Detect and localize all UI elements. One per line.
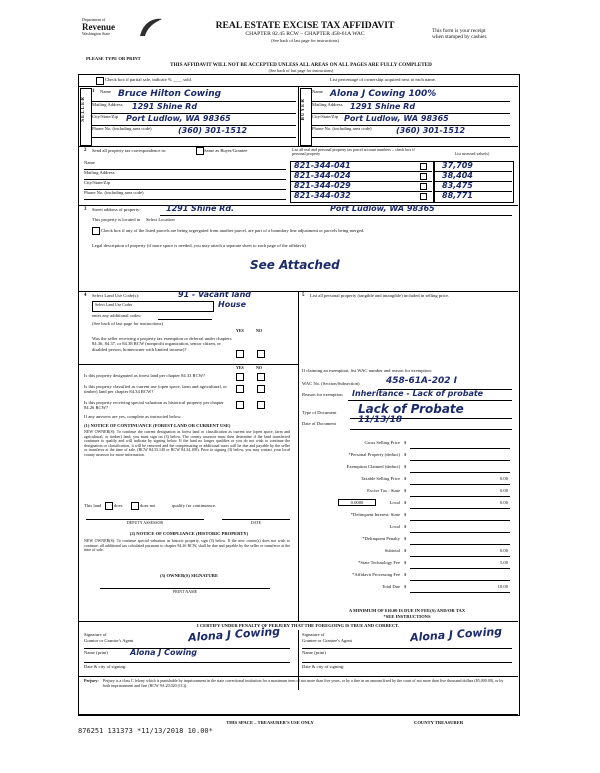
q2-yes-checkbox[interactable]	[236, 373, 244, 381]
doc-type-value: Lack of Probate	[358, 402, 464, 416]
dept-line3: Washington State	[82, 30, 111, 36]
land-use-placeholder: Select Land Use Codes	[95, 302, 133, 307]
seller-phone-label: Phone No. (including area code)	[92, 126, 152, 131]
street-address-label: Street address of property:	[92, 207, 141, 212]
wac-label: WAC No. (Section/Subsection)	[302, 381, 360, 386]
corr-city-label: City/State/Zip	[84, 180, 111, 185]
doc-type-label: Type of Document	[302, 410, 337, 415]
reason-value: Inheritance - Lack of probate	[352, 389, 484, 398]
perjury-body: Perjury is a class C felony which is punishable by imprisonment in the state correctional institution for a maximum term of not more than five years, or by a fine in an amount fixed by the court of not more than five thousand dollars ($5,000.00), or by both imprisonment and fine (RCW 9A.20.020 (1C)).	[103, 678, 504, 688]
land-use-label: Select Land Use Code(s):	[92, 293, 140, 298]
form-subtitle: CHAPTER 82.45 RCW – CHAPTER 458-61A WAC	[245, 31, 365, 37]
parcel-number-2: 821-344-024	[294, 171, 351, 180]
tax-row-label: Taxable Selling Price	[360, 476, 400, 481]
buyer-vert-label: BUYER	[301, 98, 306, 121]
dept-line1: Department of	[82, 17, 106, 22]
tax-row-value: 0.00	[499, 476, 508, 481]
warning-text: THIS AFFIDAVIT WILL NOT BE ACCEPTED UNLESS ALL AREAS ON ALL PAGES ARE FULLY COMPLETED	[170, 62, 432, 68]
sig-left-sub: Grantor or Grantor's Agent	[84, 638, 134, 643]
q4-yes-checkbox[interactable]	[236, 401, 244, 409]
parcel-personal-checkbox-2[interactable]	[420, 173, 427, 180]
does-not-checkbox[interactable]	[131, 502, 139, 510]
q1-no-checkbox[interactable]	[257, 350, 265, 358]
located-in-label: This property is located in	[92, 217, 141, 222]
no-header-2: NO	[256, 365, 262, 370]
wac-value: 458-61A-202 I	[386, 376, 458, 386]
county-treasurer-label: COUNTY TREASURER	[414, 720, 464, 725]
no-header-1: NO	[256, 328, 262, 333]
tax-row-currency: $	[404, 512, 407, 517]
buyer-mail-value: 1291 Shine Rd	[350, 102, 416, 111]
certification-title: I CERTIFY UNDER PENALTY OF PERJURY THAT THE FOREGOING IS TRUE AND CORRECT.	[196, 623, 400, 628]
located-in-value[interactable]: Select Location	[146, 217, 175, 222]
this-land-label: This land	[84, 503, 102, 508]
seller-phone-value: (360) 301-1512	[178, 126, 248, 135]
perjury-title: Perjury:	[84, 678, 99, 683]
tax-row-currency: $	[404, 500, 407, 505]
receipt-note-line1: This form is your receipt	[432, 28, 486, 34]
form-title: REAL ESTATE EXCISE TAX AFFIDAVIT	[215, 20, 395, 31]
tax-row-currency: $	[404, 536, 407, 541]
assessed-value-4: 88,771	[442, 191, 473, 200]
buyer-mail-label: Mailing Address	[312, 102, 343, 107]
buyer-name-label: Name	[312, 89, 323, 94]
print-note: PLEASE TYPE OR PRINT	[86, 56, 141, 61]
signature-grantee: Alona J Cowing	[409, 624, 503, 645]
notice-1-title: (1) NOTICE OF CONTINUANCE (FOREST LAND OR CURRENT USE)	[84, 423, 231, 428]
parcel-number-3: 821-344-029	[294, 181, 351, 190]
parcel-number-4: 821-344-032	[294, 191, 351, 200]
q2-no-checkbox[interactable]	[257, 373, 265, 381]
tax-row-label: Local	[389, 500, 400, 505]
seller-mail-label: Mailing Address	[92, 102, 123, 107]
legal-description-label: Legal description of property (if more space is needed, you may attach a separate sheet to each page of the affidavit)	[92, 243, 306, 248]
dor-logo	[82, 18, 142, 36]
qualify-label: qualify for continuance.	[172, 503, 217, 508]
tax-row-label: Subtotal	[384, 548, 400, 553]
sig-left-label: Signature of	[84, 632, 107, 637]
segregated-checkbox[interactable]	[92, 227, 100, 235]
receipt-note-line2: when stamped by cashier.	[432, 34, 488, 40]
assessed-header: List assessed value(s)	[454, 151, 490, 156]
date-city-right-label: Date & city of signing:	[302, 664, 345, 669]
yes-header-1: YES	[236, 328, 244, 333]
tax-row-label: *Delinquent Penalty	[362, 536, 400, 541]
partial-sale-label: Check box if partial sale, indicate % ____ sold.	[105, 77, 193, 82]
see-instructions-note: *SEE INSTRUCTIONS	[383, 614, 431, 619]
q3-no-checkbox[interactable]	[257, 385, 265, 393]
question-2: Is this property designated as forest land per chapter 84.33 RCW?	[84, 373, 206, 378]
receipt-note	[432, 28, 542, 40]
swoosh-icon	[138, 16, 164, 38]
question-3: Is this property classified as current use (open space, farm and agricultural, or timber) land per chapter 84.34 RCW?	[84, 384, 227, 395]
name-print-left-label: Name (print)	[84, 650, 108, 655]
parcel-personal-checkbox-1[interactable]	[420, 163, 427, 170]
tax-row-currency: $	[404, 524, 407, 529]
ownership-note: List percentage of ownership acquired next to each name.	[330, 77, 436, 82]
personal-property-label: List all personal property (tangible and intangible) included in selling price.	[310, 293, 450, 298]
signature-grantor: Alona J Cowing	[187, 624, 281, 645]
tax-row-value: 5.00	[499, 560, 508, 565]
tax-row-label: *State Technology Fee	[358, 560, 400, 565]
name-print-right-label: Name (print)	[302, 650, 326, 655]
if-any-note: If any answers are yes, complete as instructed below.	[84, 414, 182, 419]
corr-name-label: Name	[84, 160, 95, 165]
buyer-phone-value: (360) 301-1512	[396, 126, 466, 135]
sig-right-sub: Grantee or Grantee's Agent	[302, 638, 352, 643]
question-1: Was the seller receiving a property tax exemption or deferral under chapters 84.36, 84.37, or 84.38 RCW (nonprofit organization, senior citizen, or disabled person, homeowner with limited income)?	[92, 336, 232, 352]
date-city-left-label: Date & city of signing:	[84, 664, 127, 669]
name-print-left-value: Alona J Cowing	[130, 648, 197, 657]
tax-row-currency: $	[404, 488, 407, 493]
does-checkbox[interactable]	[105, 502, 113, 510]
corr-mail-label: Mailing Address	[84, 170, 115, 175]
assessed-value-2: 38,404	[442, 171, 473, 180]
buyer-city-label: City/State/Zip	[312, 114, 339, 119]
does-not-label: does not	[140, 503, 156, 508]
notice-2-body: NEW OWNER(S): To continue special valuation as historic property, sign (3) below. If the new owner(s) does not wish to continue, all additional tax calculated pursuant to chapter 84.26 RCW, shall be due and payable by the seller or transferor at the time of sale.	[84, 538, 290, 553]
doc-date-label: Date of Document	[302, 421, 336, 426]
corr-phone-label: Phone No. (including area code)	[84, 190, 144, 195]
tax-row-currency: $	[404, 560, 407, 565]
print-name-label: PRINT NAME	[172, 589, 198, 594]
dept-line2: Revenue	[82, 21, 115, 32]
deputy-date-label: DATE	[250, 520, 262, 525]
yes-header-2: YES	[236, 365, 244, 370]
parcel-personal-checkbox-3[interactable]	[420, 183, 427, 190]
assessed-value-1: 37,709	[442, 161, 473, 170]
tax-row-label: Exemption Claimed (deduct)	[346, 464, 400, 469]
legal-description-value: See Attached	[250, 258, 340, 272]
minimum-due-note: A MINIMUM OF $10.00 IS DUE IN FEE(S) AND/OR TAX	[348, 608, 466, 613]
tax-row-value: 0.00	[499, 488, 508, 493]
q4-no-checkbox[interactable]	[257, 401, 265, 409]
notice-1-body: NEW OWNER(S): To continue the current designation as forest land or classification as current use (open space, farm and agricultural, or timber) land, you must sign on (3) below. The county assessor must then determine if the land transferred continues to qualify and will indicate by signing below. If the land no longer qualifies or you do not wish to continue the designation or classification, it will be removed and the compensating or additional taxes will be due and payable by the seller or transferor at the time of sale. (RCW 84.33.140 or RCW 84.34.108). Prior to signing (3) below, you may contact your local county assessor for more information.	[84, 429, 290, 457]
street-address-value: 1291 Shine Rd.	[166, 204, 235, 213]
seller-vert-label: SELLER	[81, 96, 86, 122]
additional-codes-label: enter any additional codes:	[92, 313, 142, 318]
q1-yes-checkbox[interactable]	[236, 350, 244, 358]
tax-row-label: Local	[389, 524, 400, 529]
seller-city-label: City/State/Zip	[92, 114, 119, 119]
notice-2-title: (2) NOTICE OF COMPLIANCE (HISTORIC PROPERTY)	[129, 531, 249, 536]
tax-row-currency: $	[404, 584, 407, 589]
tax-row-currency: $	[404, 572, 407, 577]
tax-row-value: 0.00	[499, 548, 508, 553]
owner-signature-label: (3) OWNER(S) SIGNATURE	[159, 573, 219, 578]
tax-row-currency: $	[404, 548, 407, 553]
tax-row-label: *Personal Property (deduct)	[348, 452, 400, 457]
does-label: does	[114, 503, 123, 508]
local-rate-field[interactable]: 0.0000	[338, 499, 376, 506]
tax-row-label: *Affidavit Processing Fee	[352, 572, 400, 577]
section-4-number: 4	[84, 293, 87, 298]
seller-name-label: Name	[100, 89, 111, 94]
exemption-label: If claiming an exemption, list WAC number and reason for exemption:	[302, 368, 432, 373]
treasurer-stamp: 876251 131373 *11/13/2018 10.00*	[78, 727, 213, 735]
reason-label: Reason for exemption	[302, 392, 343, 397]
correspondence-label: Send all property tax correspondence to:	[92, 148, 167, 153]
tax-row-label: Gross Selling Price	[364, 440, 400, 445]
seller-name-value: Bruce Hilton Cowing	[118, 89, 222, 99]
deputy-assessor-label: DEPUTY ASSESSOR	[126, 520, 164, 525]
seller-mail-value: 1291 Shine Rd	[132, 102, 198, 111]
section-2-number: 2	[84, 148, 87, 153]
tax-row-value: 0.00	[499, 500, 508, 505]
same-as-buyer-label: Same as Buyer/Grantee	[204, 148, 248, 153]
land-use-value2: House	[218, 300, 247, 309]
buyer-name-value: Alona J Cowing 100%	[330, 89, 437, 99]
seller-city-value: Port Ludlow, WA 98365	[126, 114, 231, 123]
partial-sale-checkbox[interactable]	[96, 77, 104, 85]
street-city-value: Port Ludlow, WA 98365	[330, 204, 435, 213]
tax-row-value: 10.00	[497, 584, 508, 589]
tax-row-label: Total Due	[381, 584, 400, 589]
tax-row-currency: $	[404, 464, 407, 469]
section-3-number: 3	[84, 207, 87, 212]
sig-right-label: Signature of	[302, 632, 325, 637]
treasurer-note: THIS SPACE – TREASURER'S USE ONLY	[226, 720, 314, 725]
parcel-personal-checkbox-4[interactable]	[420, 193, 427, 200]
form-instructions-note: (See back of last page for instructions)	[271, 38, 339, 43]
see-back-label: (See back of last page for instructions)	[92, 321, 163, 326]
section-1-number: 1	[92, 89, 95, 94]
land-use-value: 91 - Vacant land	[178, 290, 251, 299]
buyer-city-value: Port Ludlow, WA 98365	[344, 114, 449, 123]
segregated-note: Check box if any of the listed parcels are being segregated from another parcel, are part of a boundary line adjustment or parcels being merged.	[101, 228, 365, 233]
tax-row-label: *Delinquent Interest: State	[350, 512, 400, 517]
parcel-header: List all real and personal property tax parcel account numbers – check box if personal property	[292, 147, 415, 157]
question-4: Is this property receiving special valuation as historical property per chapter 84.26 RCW?	[84, 400, 224, 411]
tax-row-currency: $	[404, 452, 407, 457]
parcel-number-1: 821-344-041	[294, 161, 351, 170]
buyer-phone-label: Phone No. (including area code)	[312, 126, 372, 131]
doc-date-value: 11/13/18	[358, 415, 403, 425]
assessed-value-3: 83,475	[442, 181, 473, 190]
warning-subnote: (See back of last page for instructions)	[268, 68, 334, 73]
q3-yes-checkbox[interactable]	[236, 385, 244, 393]
same-as-buyer-checkbox[interactable]	[196, 147, 204, 155]
tax-row-currency: $	[404, 440, 407, 445]
tax-row-label: Excise Tax : State	[367, 488, 400, 493]
tax-row-currency: $	[404, 476, 407, 481]
section-5-number: 5	[302, 293, 305, 298]
